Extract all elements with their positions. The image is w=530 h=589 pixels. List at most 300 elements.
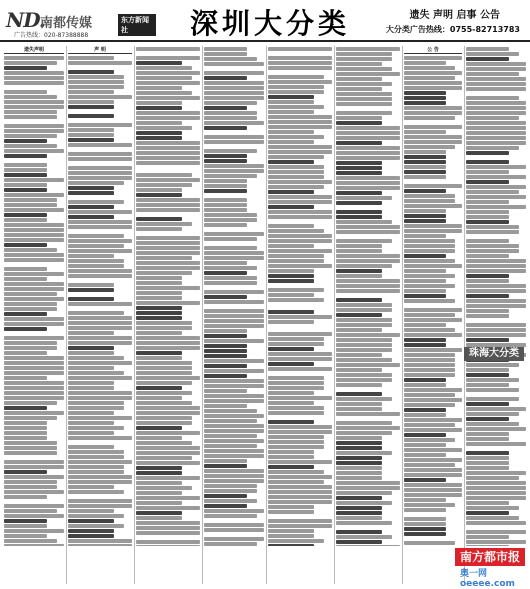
ad-text-line	[204, 339, 264, 343]
ad-text-line	[268, 406, 324, 410]
ad-text-line	[204, 116, 257, 120]
ad-text-line	[336, 421, 392, 425]
ad-text-line	[4, 317, 64, 321]
ad-text-line	[268, 155, 324, 159]
ad-text-line	[4, 391, 64, 395]
ad-text-line	[204, 290, 264, 294]
ad-text-line	[466, 160, 509, 164]
ad-text-line	[268, 205, 314, 209]
ad-text-line	[268, 234, 332, 238]
ad-text-line	[204, 329, 247, 333]
ad-text-line	[466, 111, 526, 115]
ad-text-line	[336, 131, 400, 135]
ad-text-line	[68, 376, 132, 380]
ad-text-line	[268, 455, 314, 459]
ad-text-line	[4, 124, 64, 128]
ad-text-line	[4, 411, 64, 415]
classified-column	[4, 46, 64, 546]
ad-text-line	[68, 539, 132, 543]
ad-text-line	[4, 500, 64, 503]
ad-text-line	[204, 444, 257, 448]
ad-text-line	[268, 115, 332, 119]
ad-text-line	[268, 105, 324, 109]
ad-text-line	[204, 106, 247, 110]
ad-text-line	[466, 136, 526, 140]
ad-text-line	[466, 461, 509, 465]
ad-text-line	[466, 427, 526, 431]
ad-text-line	[268, 337, 324, 341]
ad-text-line	[68, 259, 124, 263]
ad-text-line	[336, 412, 400, 416]
classified-column	[68, 46, 132, 546]
ad-text-line	[404, 443, 446, 447]
ad-text-line	[136, 436, 182, 440]
ad-text-line	[204, 469, 264, 473]
ad-text-line	[336, 511, 382, 515]
ad-text-line	[136, 516, 182, 520]
ad-text-line	[204, 208, 247, 212]
ad-text-line	[136, 276, 182, 280]
ad-text-line	[466, 121, 526, 125]
ad-text-line	[204, 305, 264, 308]
ad-text-line	[466, 87, 526, 91]
ad-text-line	[466, 235, 526, 238]
ad-text-line	[404, 239, 455, 243]
ad-text-line	[68, 75, 124, 79]
ad-text-line	[136, 421, 192, 425]
ad-text-line	[336, 338, 392, 342]
ad-text-line	[268, 411, 324, 415]
ad-text-line	[204, 324, 264, 328]
ad-text-line	[336, 77, 382, 81]
ad-text-line	[336, 121, 382, 125]
ad-text-line	[404, 299, 455, 303]
ad-text-line	[136, 71, 200, 75]
classified-column	[268, 46, 332, 546]
ad-text-line	[466, 220, 509, 224]
ad-text-line	[136, 411, 200, 415]
ad-text-line	[4, 292, 57, 296]
ad-text-line	[4, 149, 64, 153]
ad-text-line	[136, 116, 200, 120]
ad-text-line	[268, 229, 324, 233]
ad-text-line	[466, 378, 519, 382]
ad-text-line	[68, 465, 124, 469]
ad-text-line	[466, 116, 519, 120]
ad-text-line	[136, 311, 182, 315]
ad-text-line	[68, 230, 132, 233]
ad-text-line	[404, 234, 446, 238]
ad-text-line	[404, 214, 446, 218]
ad-text-line	[466, 451, 509, 455]
ad-text-line	[466, 77, 526, 81]
ad-text-line	[404, 111, 462, 115]
ad-text-line	[68, 279, 132, 282]
ad-text-line	[68, 371, 124, 375]
ad-text-line	[404, 388, 462, 392]
ad-text-line	[268, 75, 324, 79]
ad-text-line	[204, 474, 264, 478]
ad-text-line	[204, 295, 247, 299]
ad-text-line	[136, 141, 200, 145]
ad-text-line	[204, 101, 257, 105]
ad-text-line	[268, 519, 332, 523]
ad-text-line	[136, 261, 200, 265]
ad-text-line	[4, 456, 64, 459]
ad-text-line	[68, 56, 114, 60]
ad-text-line	[336, 298, 382, 302]
ad-text-line	[204, 484, 257, 488]
ad-text-line	[336, 156, 400, 160]
ad-text-line	[4, 272, 64, 276]
ad-text-line	[136, 286, 200, 290]
ad-text-line	[4, 233, 64, 237]
ad-text-line	[136, 236, 200, 240]
ad-hotline: 大分类广告热线：0755-82713783	[385, 25, 520, 34]
ad-text-line	[336, 82, 392, 86]
ad-text-line	[4, 154, 47, 158]
ad-text-line	[68, 114, 114, 118]
ad-text-line	[336, 521, 392, 525]
ad-text-line	[336, 230, 400, 234]
ad-text-line	[404, 473, 462, 477]
ad-text-line	[68, 66, 132, 69]
ad-text-line	[336, 220, 392, 224]
ad-text-line	[404, 284, 455, 288]
ad-text-line	[466, 82, 526, 86]
ad-text-line	[68, 254, 114, 258]
ad-text-line	[4, 490, 64, 494]
ad-text-line	[466, 314, 509, 318]
ad-text-line	[404, 155, 446, 159]
ad-text-line	[68, 529, 114, 533]
ad-text-line	[136, 336, 200, 340]
ad-text-line	[404, 537, 462, 540]
ad-text-line	[204, 514, 257, 518]
ad-text-line	[68, 95, 132, 99]
ad-text-line	[336, 516, 382, 520]
ad-text-line	[136, 396, 182, 400]
ad-text-line	[404, 343, 446, 347]
ad-text-line	[68, 485, 114, 489]
ad-text-line	[336, 289, 400, 293]
ad-text-line	[204, 434, 257, 438]
ad-text-line	[336, 392, 382, 396]
ad-text-line	[68, 90, 114, 94]
ad-text-line	[466, 156, 526, 159]
ad-text-line	[68, 416, 132, 420]
ad-text-line	[466, 496, 526, 500]
ad-text-line	[204, 179, 247, 183]
ad-text-line	[404, 463, 455, 467]
ad-text-line	[268, 85, 324, 89]
ad-text-line	[268, 254, 324, 258]
ad-text-line	[466, 432, 509, 436]
ad-text-line	[204, 62, 264, 66]
ad-text-line	[336, 431, 392, 435]
ad-text-line	[4, 61, 57, 65]
ad-text-line	[336, 333, 400, 337]
ad-text-line	[204, 251, 264, 255]
ad-text-line	[68, 191, 114, 195]
ad-text-line	[466, 62, 526, 66]
ad-text-line	[68, 321, 132, 325]
ad-text-line	[136, 198, 200, 202]
ad-text-line	[336, 210, 382, 214]
ad-text-line	[204, 159, 247, 163]
ad-text-line	[204, 334, 247, 338]
ad-text-line	[336, 254, 400, 258]
ad-text-line	[4, 258, 64, 262]
ad-text-line	[268, 391, 314, 395]
ad-text-line	[4, 218, 47, 222]
ad-text-line	[268, 165, 324, 169]
ad-text-line	[404, 448, 462, 452]
ad-text-line	[268, 47, 332, 51]
ad-text-line	[136, 173, 192, 177]
ad-text-line	[404, 493, 462, 497]
ad-text-line	[404, 433, 446, 437]
ad-text-line	[68, 544, 132, 546]
ad-text-line	[466, 170, 509, 174]
ad-text-line	[4, 297, 64, 301]
ad-text-line	[204, 464, 247, 468]
ad-text-line	[268, 190, 314, 194]
ad-text-line	[268, 544, 314, 546]
ad-text-line	[336, 441, 382, 445]
ad-text-line	[4, 139, 47, 143]
ad-text-line	[336, 388, 400, 391]
ad-text-line	[404, 269, 446, 273]
ad-text-line	[68, 514, 124, 518]
ad-text-line	[68, 297, 114, 301]
ad-text-line	[204, 369, 264, 373]
ad-text-line	[136, 241, 200, 245]
ad-text-line	[4, 426, 47, 430]
ad-text-line	[204, 203, 247, 207]
ad-text-line	[336, 328, 382, 332]
ad-text-line	[136, 266, 200, 270]
ad-text-line	[268, 500, 332, 504]
ad-text-line	[404, 408, 446, 412]
ad-text-line	[136, 506, 200, 510]
ad-text-line	[68, 366, 114, 370]
ad-text-line	[404, 413, 446, 417]
page-header	[0, 0, 530, 42]
ad-text-line	[466, 447, 526, 450]
ad-text-line	[4, 302, 57, 306]
ad-text-line	[404, 508, 446, 512]
ad-text-line	[4, 120, 64, 123]
ad-text-line	[404, 308, 462, 312]
ad-text-line	[404, 96, 446, 100]
ad-text-line	[268, 150, 332, 154]
ad-text-line	[4, 90, 47, 94]
ad-text-line	[68, 152, 132, 156]
ad-text-line	[268, 386, 324, 390]
ad-text-line	[268, 220, 332, 223]
ad-text-line	[136, 227, 182, 231]
ad-text-line	[68, 293, 132, 296]
ad-text-line	[336, 225, 400, 229]
ad-text-line	[466, 545, 509, 546]
ad-text-line	[268, 66, 332, 70]
ad-text-line	[4, 406, 47, 410]
ad-text-line	[466, 437, 509, 441]
ad-text-line	[466, 52, 519, 56]
ad-text-line	[4, 159, 64, 162]
ad-text-line	[336, 383, 382, 387]
ad-text-line	[336, 244, 382, 248]
ad-text-line	[4, 509, 57, 513]
ad-text-line	[268, 465, 314, 469]
ad-text-line	[404, 294, 446, 298]
ad-text-line	[466, 210, 509, 214]
ad-text-line	[68, 138, 114, 142]
ad-text-line	[336, 368, 382, 372]
ad-text-line	[336, 171, 382, 175]
ad-text-line	[136, 232, 200, 235]
ad-text-line	[136, 47, 200, 51]
ad-text-line	[404, 204, 462, 208]
ad-text-line	[136, 306, 182, 310]
classified-column	[204, 46, 264, 546]
ad-text-line	[4, 105, 64, 109]
ad-text-line	[336, 426, 400, 430]
ad-text-line	[4, 485, 57, 489]
ad-text-line	[204, 246, 257, 250]
ad-text-line	[268, 293, 314, 297]
ad-text-line	[404, 194, 455, 198]
ad-text-line	[336, 181, 400, 185]
ad-text-line	[404, 219, 446, 223]
ad-text-line	[204, 349, 247, 353]
ad-text-line	[268, 52, 332, 55]
ad-text-line	[204, 131, 264, 134]
ad-text-line	[204, 194, 264, 197]
ad-text-line	[336, 303, 392, 307]
ad-text-line	[204, 399, 264, 403]
ad-text-line	[136, 183, 192, 187]
ad-text-line	[204, 389, 247, 393]
ad-text-line	[336, 62, 382, 66]
ad-text-line	[466, 195, 526, 199]
ad-text-line	[136, 361, 192, 365]
ad-text-line	[68, 475, 132, 479]
ad-text-line	[204, 439, 264, 443]
ad-text-line	[4, 514, 64, 518]
ad-text-line	[68, 128, 114, 132]
ad-text-line	[136, 351, 182, 355]
brand-chip: 东方新闻社	[118, 14, 156, 36]
ad-text-line	[68, 331, 114, 335]
ad-text-line	[136, 208, 200, 212]
ad-text-line	[4, 524, 47, 528]
ad-text-line	[136, 81, 200, 85]
ad-text-line	[466, 215, 509, 219]
ad-text-line	[268, 274, 314, 278]
ad-text-line	[404, 279, 446, 283]
ad-text-line	[68, 381, 114, 385]
ad-text-line	[204, 189, 247, 193]
column-divider	[464, 46, 465, 584]
ad-text-line	[204, 309, 264, 313]
ad-text-line	[404, 304, 462, 307]
ad-text-line	[336, 407, 382, 411]
ad-text-line	[204, 537, 264, 541]
ad-text-line	[268, 284, 332, 287]
ad-text-line	[268, 420, 314, 424]
ad-text-line	[466, 289, 526, 293]
ad-text-line	[204, 414, 264, 418]
ad-text-line	[336, 102, 392, 106]
ad-text-line	[68, 431, 114, 435]
ad-text-line	[204, 57, 257, 61]
ad-text-line	[336, 47, 400, 51]
ad-text-line	[204, 276, 257, 280]
ad-text-line	[204, 424, 264, 428]
ad-text-line	[68, 210, 132, 214]
ad-text-line	[466, 481, 526, 485]
ad-text-line	[404, 318, 462, 322]
ad-text-line	[404, 373, 455, 377]
ad-text-line	[268, 352, 332, 356]
ad-text-line	[466, 526, 526, 529]
ad-text-line	[336, 284, 400, 288]
ad-text-line	[268, 135, 324, 139]
ad-text-line	[466, 269, 526, 273]
ad-text-line	[268, 485, 332, 489]
ad-text-line	[466, 146, 519, 150]
ad-text-line	[404, 81, 462, 85]
ad-text-line	[336, 269, 382, 273]
ad-text-line	[268, 259, 324, 263]
ad-text-line	[204, 111, 257, 115]
ad-text-line	[136, 316, 182, 320]
ad-text-line	[268, 367, 332, 371]
ad-text-line	[136, 151, 200, 155]
ad-text-line	[136, 356, 182, 360]
column-divider	[402, 46, 403, 584]
ad-text-line	[268, 249, 332, 253]
ad-text-line	[404, 209, 446, 213]
ad-text-line	[4, 71, 64, 75]
ad-text-line	[136, 451, 200, 455]
ad-text-line	[4, 100, 64, 104]
ad-text-line	[68, 386, 114, 390]
ad-text-line	[268, 342, 324, 346]
ad-text-line	[466, 175, 526, 179]
ad-text-line	[204, 145, 264, 148]
ad-text-line	[404, 328, 455, 332]
ad-text-line	[336, 545, 400, 546]
ad-text-line	[336, 264, 392, 268]
ad-text-line	[268, 357, 332, 361]
ad-text-line	[4, 263, 64, 266]
ad-text-line	[68, 406, 124, 410]
ad-text-line	[4, 238, 64, 242]
ad-text-line	[466, 393, 526, 396]
ad-text-line	[268, 328, 332, 331]
ad-text-line	[404, 353, 455, 357]
site-watermark: 奥一网 oeeee.com	[460, 569, 515, 589]
ad-text-line	[204, 228, 264, 231]
ad-text-line	[466, 333, 526, 337]
ad-text-line	[336, 461, 382, 465]
ad-text-line	[268, 320, 314, 324]
column-divider	[202, 46, 203, 584]
ad-text-line	[404, 91, 446, 95]
